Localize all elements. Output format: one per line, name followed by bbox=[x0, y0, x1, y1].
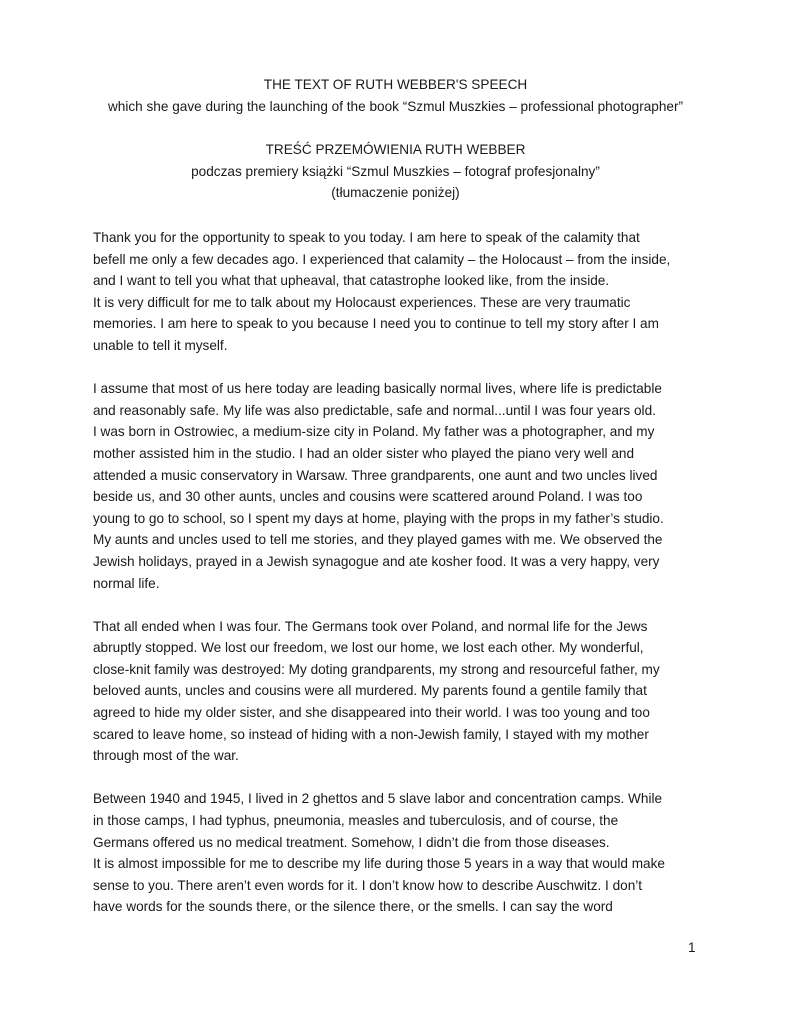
text-line: close-knit family was destroyed: My doting grandparents, my strong and resourceful father, my bbox=[93, 661, 660, 677]
text-line: Thank you for the opportunity to speak to you today. I am here to speak of the calamity that bbox=[93, 230, 640, 245]
paragraph bbox=[93, 227, 713, 357]
text-line: Jewish holidays, prayed in a Jewish synagogue and ate kosher food. It was a very happy, very bbox=[93, 553, 660, 569]
text-line: Between 1940 and 1945, I lived in 2 ghettos and 5 slave labor and concentration camps. While bbox=[93, 791, 663, 807]
text-line: mother assisted him in the studio. I had an older sister who played the piano very well and bbox=[93, 445, 635, 461]
paragraph bbox=[93, 788, 713, 918]
text-line: It is almost impossible for me to describe my life during those 5 years in a way that would make bbox=[93, 856, 665, 872]
paragraph bbox=[93, 378, 713, 594]
text-line: Germans offered us no medical treatment. Somehow, I didn’t die from those diseases. bbox=[93, 834, 610, 850]
text-line: agreed to hide my older sister, and she disappeared into their world. I was too young and too bbox=[93, 705, 650, 721]
text-line: beside us, and 30 other aunts, uncles and cousins were scattered around Poland. I was too bbox=[93, 489, 643, 505]
text-line: normal life. bbox=[93, 575, 160, 591]
page-number: 1 bbox=[688, 940, 696, 955]
text-line: I was born in Ostrowiec, a medium-size city in Poland. My father was a photographer, and my bbox=[93, 424, 655, 440]
text-line: My aunts and uncles used to tell me stories, and they played games with me. We observed the bbox=[93, 532, 663, 548]
english-header bbox=[60, 74, 731, 117]
text-line: That all ended when I was four. The Germans took over Poland, and normal life for the Jews bbox=[93, 618, 648, 634]
text-line: in those camps, I had typhus, pneumonia, measles and tuberculosis, and of course, the bbox=[93, 813, 619, 829]
text-line: I assume that most of us here today are leading basically normal lives, where life is predictable bbox=[93, 381, 662, 397]
speech-title: THE TEXT OF RUTH WEBBER'S SPEECH bbox=[263, 77, 528, 92]
polish-title: TREŚĆ PRZEMÓWIENIA RUTH WEBBER bbox=[265, 142, 526, 157]
polish-subtitle: podczas premiery książki “Szmul Muszkies – fotograf profesjonalny” bbox=[191, 163, 600, 179]
text-line: beloved aunts, uncles and cousins were all murdered. My parents found a gentile family that bbox=[93, 683, 647, 699]
text-line: have words for the sounds there, or the silence there, or the smells. I can say the word bbox=[93, 899, 613, 915]
text-line: scared to leave home, so instead of hiding with a non-Jewish family, I stayed with my mother bbox=[93, 726, 649, 742]
polish-header bbox=[60, 139, 731, 204]
text-line: It is very difficult for me to talk about my Holocaust experiences. These are very traumatic bbox=[93, 294, 631, 310]
text-line: unable to tell it myself. bbox=[93, 337, 228, 353]
text-line: abruptly stopped. We lost our freedom, we lost our home, we lost each other. My wonderful, bbox=[93, 640, 644, 656]
speech-subtitle: which she gave during the launching of the book “Szmul Muszkies – professional photographer” bbox=[107, 98, 684, 114]
text-line: and I want to tell you what that upheaval, that catastrophe looked like, from the inside. bbox=[93, 273, 610, 289]
paragraph bbox=[93, 616, 713, 767]
speech-body bbox=[93, 227, 713, 940]
text-line: attended a music conservatory in Warsaw. Three grandparents, one aunt and two uncles lived bbox=[93, 467, 658, 483]
translation-note: (tłumaczenie poniżej) bbox=[331, 185, 460, 200]
text-line: young to go to school, so I spent my days at home, playing with the props in my father’s studio. bbox=[93, 510, 664, 526]
text-line: befell me only a few decades ago. I experienced that calamity – the Holocaust – from the inside, bbox=[93, 251, 671, 267]
text-line: memories. I am here to speak to you because I need you to continue to tell my story after I am bbox=[93, 316, 659, 332]
text-line: and reasonably safe. My life was also predictable, safe and normal...until I was four years old. bbox=[93, 402, 656, 418]
text-line: sense to you. There aren’t even words for it. I don’t know how to describe Auschwitz. I don’t bbox=[93, 877, 643, 893]
text-line: through most of the war. bbox=[93, 748, 239, 764]
